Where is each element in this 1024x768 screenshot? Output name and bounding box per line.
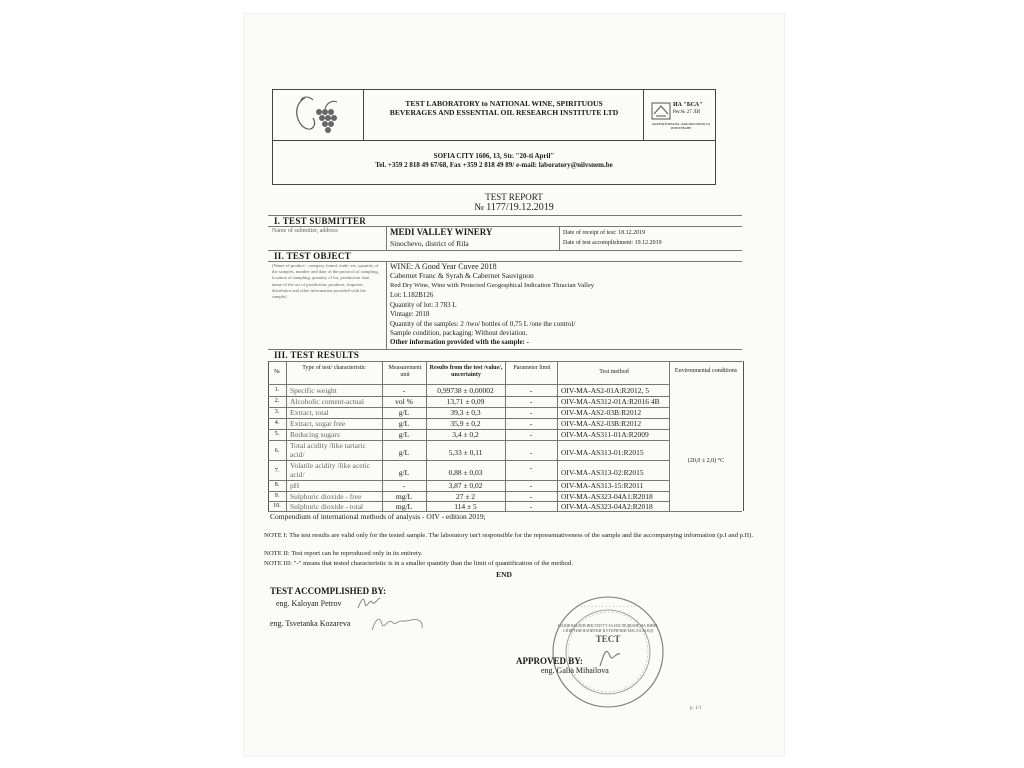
table-row-value: 0,88 ± 0,03 [448,468,483,477]
lab-name-line2: BEVERAGES AND ESSENTIAL OIL RESEARCH INSTITUTE LTD [389,108,619,117]
accomplished-by-title: TEST ACCOMPLISHED BY: [270,586,387,596]
wine-varieties: Cabernet Franc & Syrah & Cabernet Sauvignon [390,271,534,280]
col-header-environment: Environmental conditions [674,368,738,374]
section-submitter-title: I. TEST SUBMITTER [274,216,367,226]
table-row-unit: - [402,386,406,395]
object-label: (Name of product - category, brand, trade, etc; quantity of the samples, number and date of the protocol of sampling, location of sampling, quantity of lot, production date, name of the act of production, producer, importer, distributor and other information provided with the sample) [272,263,379,300]
col-header-limit: Parameter limit [513,365,551,371]
section-object-title: II. TEST OBJECT [274,251,351,261]
table-row-unit: g/L [398,468,410,477]
bsa-logo-icon [651,102,671,120]
table-row-limit: - [529,419,533,428]
table-row-method: OIV-MA-AS313-15:R2011 [561,481,644,490]
wine-name: WINE: A Good Year Cuvee 2018 [390,262,497,271]
table-row-unit: mg/L [395,502,413,511]
stamp-center-text: ТЕСТ [595,634,621,644]
date-accomplishment: Date of test accomplishment: 19.12.2019 [563,240,662,246]
table-row-limit: - [529,492,533,501]
submitter-address: Sinochevo, district of Rila [390,239,469,248]
table-row-number: 10. [273,503,281,509]
table-row-type: Extract, sugar free [290,419,346,428]
table-row-number: 3. [274,409,280,415]
results-footnote: Compendium of international methods of analysis - OIV - edition 2019; [270,512,486,521]
document-page [244,14,784,756]
table-row-type: Alcoholic content-actual [290,397,364,406]
table-row-unit: mg/L [395,492,413,501]
table-row-type: Extract, total [290,408,329,417]
table-row-type: Specific weight [290,386,337,395]
table-row-limit: - [529,481,533,490]
other-information: Other information provided with the sample: - [390,338,529,346]
signer-2-name: eng. Tsvetanka Kozareva [270,619,351,628]
table-row-limit: - [529,397,533,406]
col-header-unit: Measurement unit [388,365,422,378]
sample-condition: Sample condition, packaging: Without deviation. [390,329,528,337]
table-row-limit: - [529,430,533,439]
table-row-unit: - [402,481,406,490]
section-results-title: III. TEST RESULTS [274,350,360,360]
table-row-type: Reducing sugars [290,430,340,439]
col-header-type: Type of test/ characteristic [302,365,366,371]
table-row-value: 27 ± 2 [455,492,476,501]
note-1: NOTE I: The test results are valid only for the tested sample. The laboratory isn't responsible for the representativeness of the sample and the accompanying information (p.I and p.II). [264,532,753,539]
lab-name-line1: TEST LABORATORY to NATIONAL WINE, SPIRITUOUS [405,99,603,108]
samples-quantity: Quantity of the samples: 2 /two/ bottles of 0,75 L /one the control/ [390,320,576,328]
table-row-limit: - [529,463,533,472]
table-row-type: Sulphuric dioxide - total [290,502,364,511]
wine-lot: Lot: L182B126 [390,291,434,299]
table-row-unit: vol % [395,397,413,406]
report-title: TEST REPORT [485,192,543,202]
col-header-number: № [274,369,280,375]
accreditation-badge [651,102,709,132]
cert-number: Рег.№ 27 ЛИ [673,110,700,115]
note-2: NOTE II: Test report can be reproduced only in its entirety. [264,550,423,557]
table-row-value: 39,3 ± 0,3 [450,408,481,417]
svg-text:· · · · · · · · · · · · · · ·: · · · · · · · · · · · · · · · · [580,604,636,610]
table-row-value: 5,33 ± 0,11 [448,448,483,457]
lab-header [272,89,716,185]
submitter-label: Name of submitter, address [272,228,338,234]
lab-contacts: Tel. +359 2 818 49 67/68, Fax +359 2 818 49 89/ e-mail: laboratory@niivsnem.be [375,161,613,169]
cert-sub2: ИЗПИТВАНЕ [670,126,692,130]
table-row-method: OIV-MA-AS313-02:R2015 [561,468,644,477]
approved-by-title: APPROVED BY: [516,656,583,666]
table-row-limit: - [529,386,533,395]
report-number: № 1177/19.12.2019 [474,202,554,213]
lab-address: SOFIA CITY 1606, 13, Str. "20-ti April" [433,152,555,160]
vintage: Vintage: 2018 [390,310,430,318]
table-row-value: 114 ± 5 [454,502,477,511]
table-row-number: 9. [274,493,280,499]
table-row-method: OIV-MA-AS2-03B:R2012 [561,419,642,428]
environment-value: (20,0 ± 2,0) °C [687,458,725,464]
table-row-type: Total acidity /like tartaric acid/ [290,441,366,459]
table-row-unit: g/L [398,448,410,457]
cert-title: ИА "БСА" [673,102,703,108]
table-row-value: 35,9 ± 0,2 [450,419,481,428]
signer-1-name: eng. Kaloyan Petrov [276,599,342,608]
submitter-name: MEDI VALLEY WINERY [390,227,493,237]
table-row-method: OIV-MA-AS323-04A1:R2018 [561,492,653,501]
table-row-value: 0,99738 ± 0,00002 [437,386,494,395]
table-row-value: 3,4 ± 0,2 [452,430,479,439]
table-row-limit: - [529,448,533,457]
table-row-limit: - [529,502,533,511]
table-row-method: OIV-MA-AS323-04A2:R2018 [561,502,653,511]
lot-quantity: Quantity of lot: 3 783 L [390,301,457,309]
wine-description: Red Dry Wine, Wine with Protected Geographical Indication Thracian Valley [390,282,595,289]
table-row-method: OIV-MA-AS313-01:R2015 [561,448,644,457]
page-number: p. 1/1 [690,706,702,711]
approver-name: eng. Galia Mihailova [541,666,609,675]
table-row-unit: g/L [398,419,410,428]
signature-1-icon [356,594,382,612]
table-row-method: OIV-MA-AS311-01A:R2009 [561,430,649,439]
cert-sub1: АКРЕДИТИРАНА ЛАБОРАТОРИЯ ЗА [651,122,711,126]
table-row-type: Sulphuric dioxide - free [290,492,362,501]
table-row-method: OIV-MA-AS2-01A:R2012, 5 [561,386,650,395]
col-header-results: Results from the test /value/, uncertainty [429,365,503,378]
table-row-number: 5. [274,431,280,437]
table-row-limit: - [529,408,533,417]
table-row-unit: g/L [398,430,410,439]
table-row-number: 2. [274,398,280,404]
table-row-type: Volatile acidity /like acetic acid/ [290,461,371,479]
table-row-number: 4. [274,420,280,426]
end-label: END [496,570,512,579]
table-row-number: 7. [274,468,280,474]
official-stamp-icon [550,594,666,710]
table-row-value: 13,71 ± 0,09 [446,397,485,406]
table-row-value: 3,87 ± 0,02 [448,481,483,490]
table-row-method: OIV-MA-AS312-01A:R2016 4B [561,397,660,406]
signature-2-icon [368,612,426,636]
grape-logo-icon [283,94,355,138]
table-row-number: 6. [274,448,280,454]
table-row-number: 1. [274,387,280,393]
table-row-method: OIV-MA-AS2-03B:R2012 [561,408,642,417]
stamp-text: НАЦИОНАЛЕН ИНСТИТУТ ЗА ИЗСЛЕДВАНЕ НА ВИНА СПИРТНИ НАПИТКИ И ЕТЕРИЧНИ МАСЛА ЕООД [558,624,658,633]
table-row-number: 8. [274,482,280,488]
note-3: NOTE III: "-" means that tested characteristic is in a smaller quantity than the limit of quantification of the method. [264,560,573,567]
date-receipt: Date of receipt of test: 18.12.2019 [563,230,646,236]
col-header-method: Test method [599,369,629,375]
table-row-unit: g/L [398,408,410,417]
table-row-type: pH [290,481,300,490]
